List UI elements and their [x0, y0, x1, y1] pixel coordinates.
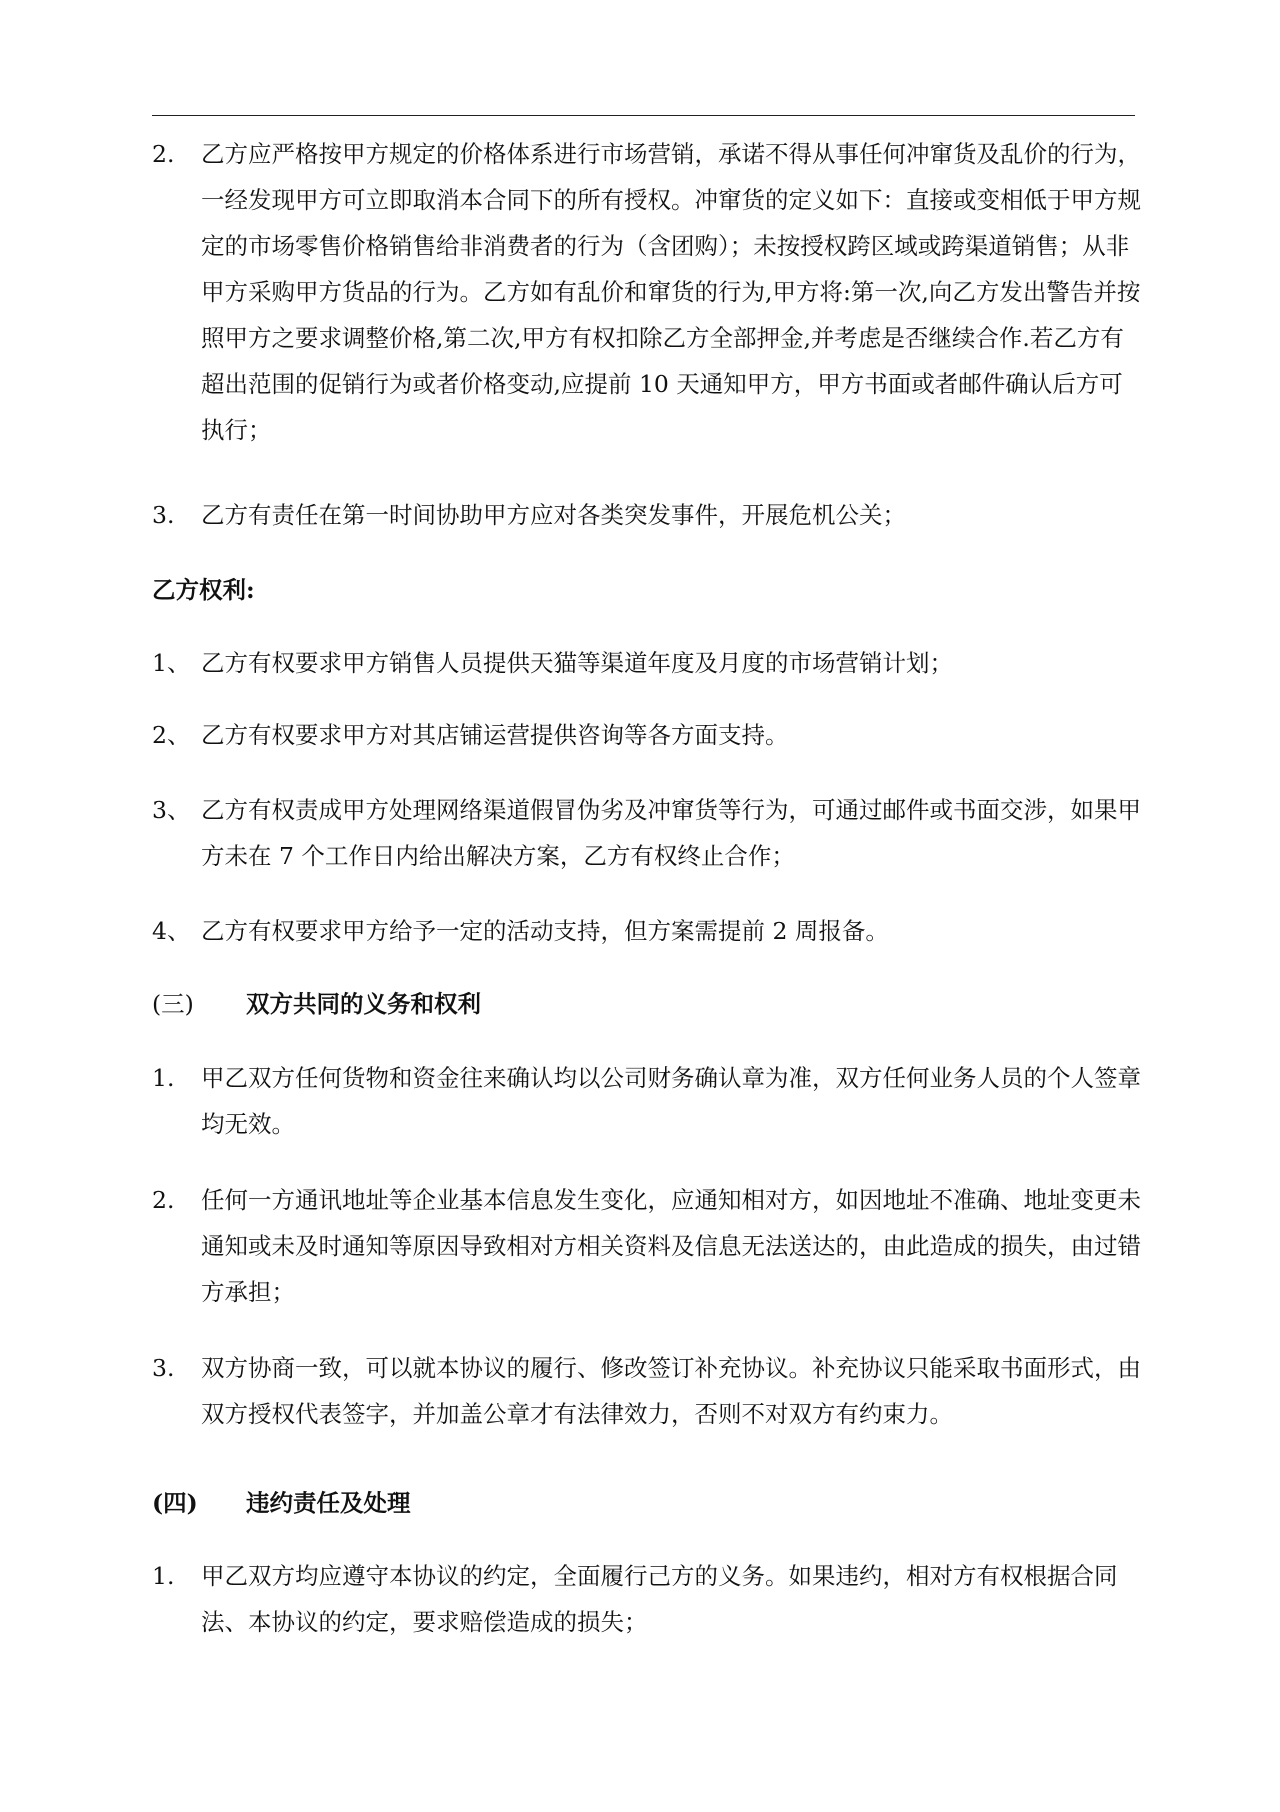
shared-item-1	[152, 1055, 1142, 1147]
item-number: 3、	[152, 796, 191, 824]
item-text: 乙方应严格按甲方规定的价格体系进行市场营销，承诺不得从事任何冲窜货及乱价的行为，一经发现甲方可立即取消本合同下的所有授权。冲窜货的定义如下：直接或变相低于甲方规定的市场零售价格销售给非消费者的行为（含团购）；未按授权跨区域或跨渠道销售；从非甲方采购甲方货品的行为。乙方如有乱价和窜货的行为,甲方将:第一次,向乙方发出警告并按照甲方之要求调整价格,第二次,甲方有权扣除乙方全部押金,并考虑是否继续合作.若乙方有超出范围的促销行为或者价格变动,应提前 10 天通知甲方，甲方书面或者邮件确认后方可执行；	[201, 140, 1141, 444]
item-text: 乙方有权要求甲方给予一定的活动支持，但方案需提前 2 周报备。	[201, 917, 889, 945]
section-number: (四)	[152, 1489, 198, 1517]
item-number: 3.	[152, 501, 175, 529]
section-title: 违约责任及处理	[246, 1489, 411, 1517]
item-number: 3.	[152, 1354, 175, 1382]
item-number: 1、	[152, 649, 191, 677]
rights-item-4	[152, 908, 1142, 954]
item-text: 乙方有权责成甲方处理网络渠道假冒伪劣及冲窜货等行为，可通过邮件或书面交涉，如果甲方未在 7 个工作日内给出解决方案，乙方有权终止合作；	[201, 796, 1141, 870]
item-text: 乙方有权要求甲方对其店铺运营提供咨询等各方面支持。	[201, 721, 789, 749]
item-text: 乙方有责任在第一时间协助甲方应对各类突发事件，开展危机公关；	[201, 501, 906, 529]
item-number: 1.	[152, 1064, 175, 1092]
section-3-heading	[152, 981, 481, 1027]
rights-item-3	[152, 787, 1142, 879]
item-text: 甲乙双方均应遵守本协议的约定，全面履行己方的义务。如果违约，相对方有权根据合同法、本协议的约定，要求赔偿造成的损失；	[201, 1562, 1118, 1636]
rights-heading: 乙方权利:	[152, 576, 255, 604]
shared-item-3	[152, 1345, 1142, 1437]
header-rule	[152, 115, 1135, 116]
item-number: 2.	[152, 140, 175, 168]
breach-item-1	[152, 1553, 1142, 1645]
rights-item-2	[152, 712, 1142, 758]
section-4-heading	[152, 1480, 411, 1526]
item-text: 任何一方通讯地址等企业基本信息发生变化，应通知相对方，如因地址不准确、地址变更未通知或未及时通知等原因导致相对方相关资料及信息无法送达的，由此造成的损失，由过错方承担；	[201, 1186, 1141, 1306]
rights-item-1	[152, 640, 1142, 686]
item-text: 乙方有权要求甲方销售人员提供天猫等渠道年度及月度的市场营销计划；	[201, 649, 953, 677]
item-number: 4、	[152, 917, 191, 945]
item-number: 2.	[152, 1186, 175, 1214]
item-number: 1.	[152, 1562, 175, 1590]
item-text: 甲乙双方任何货物和资金往来确认均以公司财务确认章为准，双方任何业务人员的个人签章均无效。	[201, 1064, 1141, 1138]
obligation-item-2	[152, 131, 1142, 453]
section-title: 双方共同的义务和权利	[246, 990, 481, 1018]
obligation-item-3	[152, 492, 1142, 538]
section-number: (三)	[152, 990, 194, 1018]
item-text: 双方协商一致，可以就本协议的履行、修改签订补充协议。补充协议只能采取书面形式，由双方授权代表签字，并加盖公章才有法律效力，否则不对双方有约束力。	[201, 1354, 1141, 1428]
item-number: 2、	[152, 721, 191, 749]
shared-item-2	[152, 1177, 1142, 1315]
